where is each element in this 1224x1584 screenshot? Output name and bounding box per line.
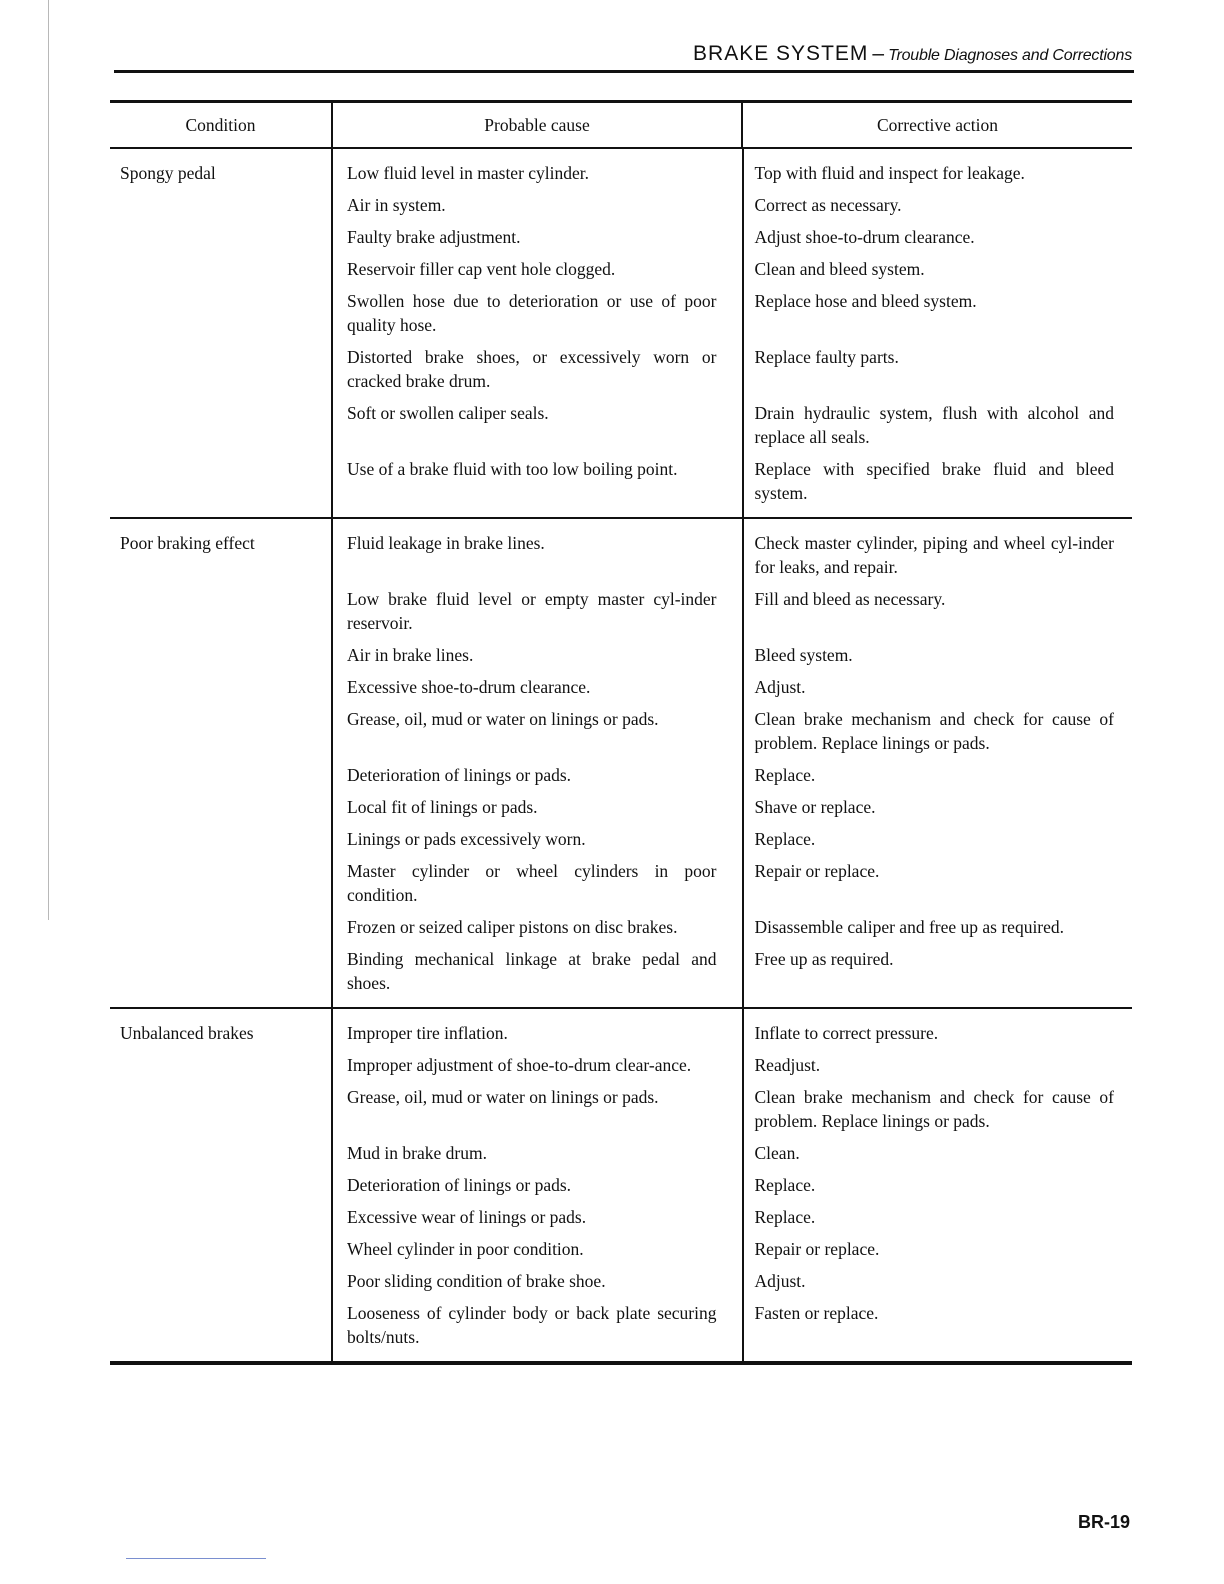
table-row: [333, 257, 1132, 281]
footnote-rule: [126, 1558, 266, 1559]
condition-label: Spongy pedal: [120, 163, 216, 183]
table-row: [333, 675, 1132, 699]
condition-label: Poor braking effect: [120, 533, 255, 553]
probable-cause-cell: Air in brake lines.: [347, 645, 474, 665]
page-number: BR-19: [1077, 1512, 1130, 1532]
table-row: [333, 1301, 1132, 1349]
probable-cause-cell: Poor sliding condition of brake shoe.: [347, 1271, 606, 1291]
probable-cause-cell: Wheel cylinder in poor condition.: [347, 1239, 584, 1259]
probable-cause-cell: Master cylinder or wheel cylinders in poor condition.: [347, 861, 717, 905]
probable-cause-cell: Distorted brake shoes, or excessively worn or cracked brake drum.: [347, 347, 717, 391]
corrective-action-cell: Disassemble caliper and free up as required.: [754, 917, 1065, 937]
corrective-action-cell: Clean brake mechanism and check for cause of problem. Replace linings or pads.: [754, 1087, 1114, 1131]
corrective-action-cell: Clean.: [754, 1143, 800, 1163]
table-row: [333, 643, 1132, 667]
corrective-action-cell: Clean and bleed system.: [754, 259, 925, 279]
probable-cause-cell: Use of a brake fluid with too low boiling point.: [347, 459, 678, 479]
corrective-action-cell: Check master cylinder, piping and wheel cyl-inder for leaks, and repair.: [754, 533, 1114, 577]
cause-action-list: [333, 1009, 1132, 1361]
cause-action-cell: [332, 148, 1132, 518]
table-group-row: [110, 148, 1132, 518]
table-row: [333, 587, 1132, 635]
table-row: [333, 401, 1132, 449]
trouble-diagnosis-table: [110, 100, 1132, 1365]
probable-cause-cell: Improper adjustment of shoe-to-drum clear-ance.: [347, 1055, 692, 1075]
corrective-action-cell: Replace with specified brake fluid and bleed system.: [754, 459, 1114, 503]
condition-cell: [110, 148, 332, 518]
probable-cause-cell: Looseness of cylinder body or back plate securing bolts/nuts.: [347, 1303, 717, 1347]
corrective-action-cell: Bleed system.: [754, 645, 853, 665]
table-header-row: [110, 102, 1132, 149]
probable-cause-cell: Local fit of linings or pads.: [347, 797, 538, 817]
page-header: [693, 42, 1132, 66]
corrective-action-cell: Replace.: [754, 1175, 816, 1195]
corrective-action-cell: Replace hose and bleed system.: [754, 291, 977, 311]
table-row: [333, 707, 1132, 755]
probable-cause-cell: Faulty brake adjustment.: [347, 227, 521, 247]
corrective-action-cell: Replace.: [754, 765, 816, 785]
probable-cause-cell: Fluid leakage in brake lines.: [347, 533, 545, 553]
probable-cause-cell: Deterioration of linings or pads.: [347, 765, 572, 785]
table-row: [333, 947, 1132, 995]
corrective-action-cell: Fill and bleed as necessary.: [754, 589, 946, 609]
table-row: [333, 225, 1132, 249]
probable-cause-cell: Reservoir filler cap vent hole clogged.: [347, 259, 616, 279]
table-row: [333, 457, 1132, 505]
condition-cell: [110, 518, 332, 1008]
table-row: [333, 193, 1132, 217]
cause-action-list: [333, 149, 1132, 517]
corrective-action-cell: Correct as necessary.: [754, 195, 902, 215]
header-rule: [114, 70, 1134, 73]
corrective-action-cell: Replace.: [754, 829, 816, 849]
table-row: [333, 1269, 1132, 1293]
column-header-condition: Condition: [110, 102, 332, 149]
probable-cause-cell: Grease, oil, mud or water on linings or pads.: [347, 709, 659, 729]
section-title: BRAKE SYSTEM: [693, 42, 869, 65]
table-row: [333, 531, 1132, 579]
cause-action-cell: [332, 1008, 1132, 1363]
probable-cause-cell: Air in system.: [347, 195, 446, 215]
probable-cause-cell: Binding mechanical linkage at brake pedal and shoes.: [347, 949, 717, 993]
corrective-action-cell: Shave or replace.: [754, 797, 876, 817]
table-row: [333, 1205, 1132, 1229]
table-row: [333, 1141, 1132, 1165]
probable-cause-cell: Swollen hose due to deterioration or use of poor quality hose.: [347, 291, 717, 335]
table-row: [333, 859, 1132, 907]
column-header-probable-cause: Probable cause: [332, 102, 742, 149]
corrective-action-cell: Inflate to correct pressure.: [754, 1023, 939, 1043]
probable-cause-cell: Excessive shoe-to-drum clearance.: [347, 677, 591, 697]
table-row: [333, 1021, 1132, 1045]
table-row: [333, 763, 1132, 787]
corrective-action-cell: Adjust shoe-to-drum clearance.: [754, 227, 975, 247]
probable-cause-cell: Mud in brake drum.: [347, 1143, 487, 1163]
corrective-action-cell: Free up as required.: [754, 949, 894, 969]
table-row: [333, 827, 1132, 851]
corrective-action-cell: Replace faulty parts.: [754, 347, 899, 367]
corrective-action-cell: Adjust.: [754, 677, 806, 697]
table-row: [333, 795, 1132, 819]
left-margin-line: [48, 0, 49, 920]
condition-cell: [110, 1008, 332, 1363]
corrective-action-cell: Repair or replace.: [754, 861, 880, 881]
probable-cause-cell: Excessive wear of linings or pads.: [347, 1207, 587, 1227]
column-divider: [742, 149, 744, 517]
probable-cause-cell: Low brake fluid level or empty master cyl-inder reservoir.: [347, 589, 717, 633]
corrective-action-cell: Adjust.: [754, 1271, 806, 1291]
column-divider: [742, 1009, 744, 1361]
table-row: [333, 289, 1132, 337]
cause-action-cell: [332, 518, 1132, 1008]
probable-cause-cell: Linings or pads excessively worn.: [347, 829, 586, 849]
probable-cause-cell: Improper tire inflation.: [347, 1023, 508, 1043]
table-group-row: [110, 518, 1132, 1008]
probable-cause-cell: Soft or swollen caliper seals.: [347, 403, 549, 423]
corrective-action-cell: Replace.: [754, 1207, 816, 1227]
probable-cause-cell: Grease, oil, mud or water on linings or pads.: [347, 1087, 659, 1107]
table-row: [333, 1237, 1132, 1261]
table-group-row: [110, 1008, 1132, 1363]
corrective-action-cell: Clean brake mechanism and check for cause of problem. Replace linings or pads.: [754, 709, 1114, 753]
corrective-action-cell: Repair or replace.: [754, 1239, 880, 1259]
table-row: [333, 915, 1132, 939]
column-divider: [742, 519, 744, 1007]
column-header-corrective-action: Corrective action: [742, 102, 1132, 149]
section-subtitle: Trouble Diagnoses and Corrections: [888, 47, 1132, 64]
header-separator: –: [872, 42, 885, 65]
table-row: [333, 1085, 1132, 1133]
condition-label: Unbalanced brakes: [120, 1023, 254, 1043]
table-row: [333, 345, 1132, 393]
table-row: [333, 1053, 1132, 1077]
corrective-action-cell: Fasten or replace.: [754, 1303, 879, 1323]
probable-cause-cell: Deterioration of linings or pads.: [347, 1175, 572, 1195]
probable-cause-cell: Low fluid level in master cylinder.: [347, 163, 590, 183]
table-row: [333, 161, 1132, 185]
corrective-action-cell: Top with fluid and inspect for leakage.: [754, 163, 1025, 183]
probable-cause-cell: Frozen or seized caliper pistons on disc brakes.: [347, 917, 678, 937]
corrective-action-cell: Drain hydraulic system, flush with alcohol and replace all seals.: [754, 403, 1114, 447]
cause-action-list: [333, 519, 1132, 1007]
corrective-action-cell: Readjust.: [754, 1055, 821, 1075]
table-row: [333, 1173, 1132, 1197]
